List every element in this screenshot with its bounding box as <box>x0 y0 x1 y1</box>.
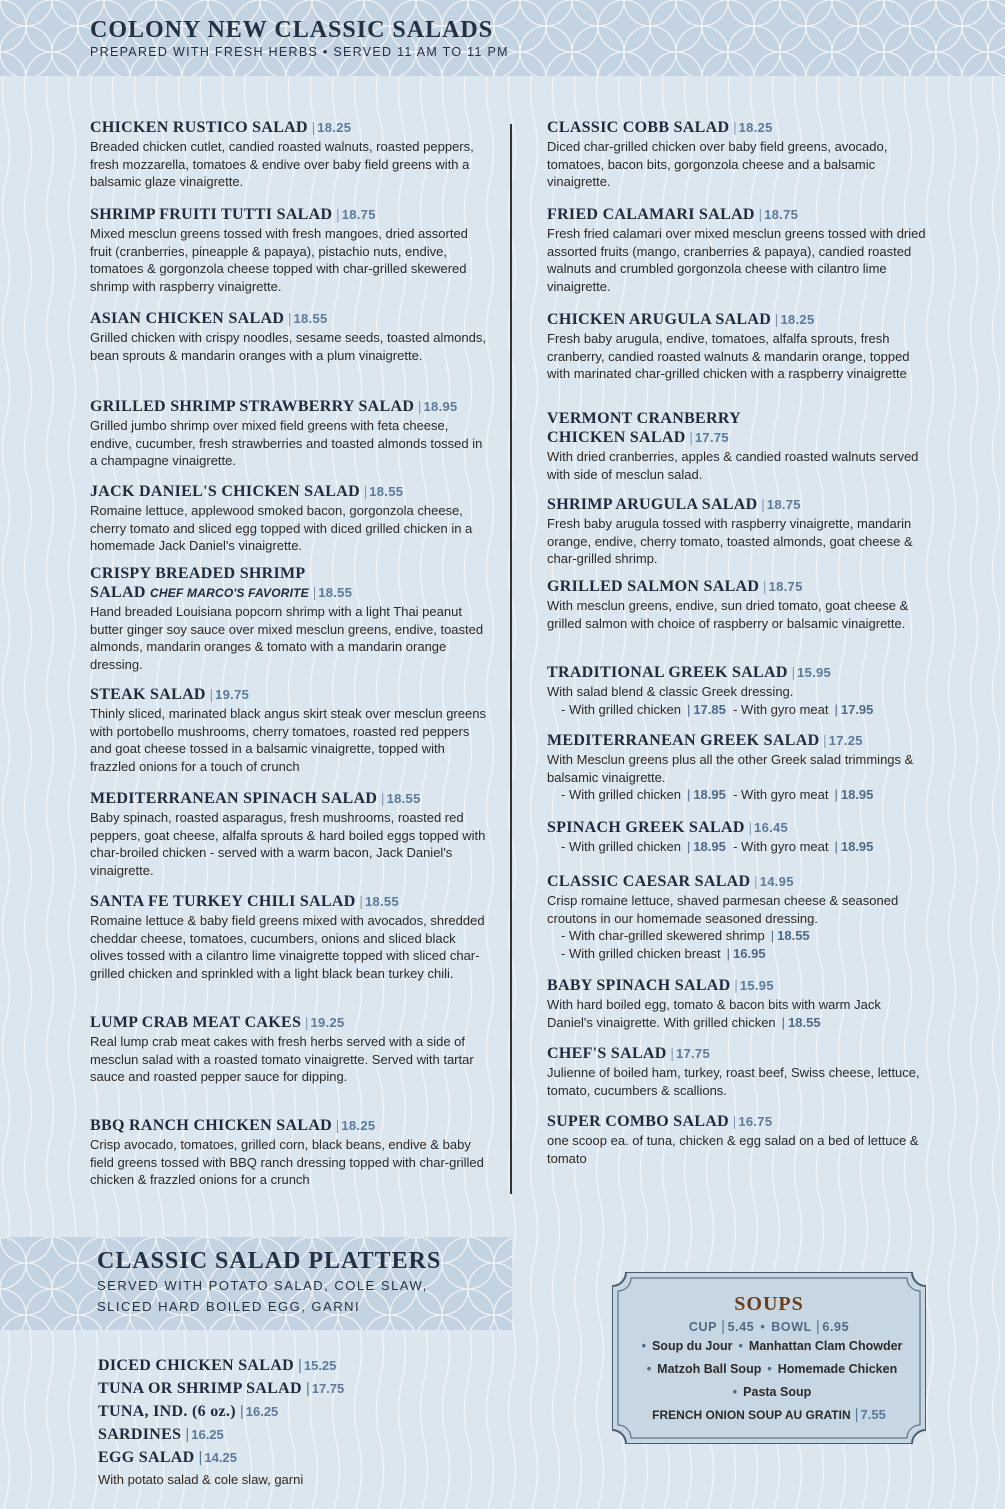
menu-item: SHRIMP ARUGULA SALAD | 18.75 Fresh baby arugula tossed with raspberry vinaigrette, mandarin orange, endive, cherry tomato, toasted almonds, goat cheese & char-grilled shrimp. <box>547 495 927 568</box>
item-description: one scoop ea. of tuna, chicken & egg salad on a bed of lettuce & tomato <box>547 1133 919 1166</box>
item-options: - With grilled chicken | 18.95 - With gyro meat | 18.95 <box>561 787 874 803</box>
menu-item: SPINACH GREEK SALAD | 16.45 - With grilled chicken | 18.95 - With gyro meat | 18.95 <box>547 818 927 856</box>
menu-item: CHICKEN RUSTICO SALAD | 18.25 Breaded chicken cutlet, candied roasted walnuts, roasted peppers, fresh mozzarella, tomatoes & endive over baby field greens with a balsamic glaze vinaigrette. <box>90 118 488 191</box>
item-name: MEDITERRANEAN SPINACH SALAD <box>90 790 378 807</box>
soup-item: Matzoh Ball Soup <box>657 1362 762 1376</box>
wave-line <box>971 0 978 1509</box>
item-price: 15.95 <box>739 978 774 993</box>
item-name: GRILLED SALMON SALAD <box>547 578 760 595</box>
soup-item: Homemade Chicken <box>777 1362 898 1376</box>
platter-item: SARDINES | 16.25 <box>98 1426 224 1443</box>
item-name: SANTA FE TURKEY CHILI SALAD <box>90 893 356 910</box>
onion-soup-line: FRENCH ONION SOUP AU GRATIN | 7.55 <box>652 1406 886 1423</box>
item-name: STEAK SALAD <box>90 686 206 703</box>
menu-item: CLASSIC CAESAR SALAD | 14.95 Crisp romaine lettuce, shaved parmesan cheese & seasoned croutons in our homemade seasoned dressing. - With char-grilled skewered shrimp | 18.55 - With grilled chicken breast | 16.95 <box>547 872 927 962</box>
item-options: - With grilled chicken | 17.85 - With gyro meat | 17.95 <box>561 701 874 717</box>
item-name: CHICKEN ARUGULA SALAD <box>547 311 772 328</box>
menu-item: CHICKEN ARUGULA SALAD | 18.25 Fresh baby arugula, endive, tomatoes, alfalfa sprouts, fresh cranberry, candied roasted walnuts & mandarin orange, topped with marinated char-grilled chicken with a raspberry vinaigrette <box>547 310 927 383</box>
banner-circle <box>702 0 754 52</box>
item-price: 18.25 <box>317 120 352 135</box>
item-price: 18.55 <box>318 585 353 600</box>
banner-circle <box>910 0 962 52</box>
item-name: BABY SPINACH SALAD <box>547 977 731 994</box>
banner-circle <box>26 0 78 52</box>
item-price: 17.25 <box>828 733 863 748</box>
soups-sizes: CUP | 5.45 • BOWL | 6.95 <box>688 1318 850 1335</box>
option-label: - With gyro meat <box>733 839 829 854</box>
item-price: 17.75 <box>675 1046 710 1061</box>
option-price: 17.95 <box>840 701 874 717</box>
soups-box <box>612 1272 926 1444</box>
item-description: With dried cranberries, apples & candied roasted walnuts served with side of mesclun salad. <box>547 449 919 482</box>
menu-item: MEDITERRANEAN GREEK SALAD | 17.25 With Mesclun greens plus all the other Greek salad trimmings & balsamic vinaigrette. - With grilled chicken | 18.95 - With gyro meat | 18.95 <box>547 731 927 804</box>
item-description: Thinly sliced, marinated black angus skirt steak over mesclun greens with portobello mushrooms, cherry tomatoes, roasted red peppers and goat cheese tossed in a balsamic vinaigrette, topped with frazzled onions for a touch of crunch <box>90 706 486 774</box>
menu-item: FRIED CALAMARI SALAD | 18.75 Fresh fried calamari over mixed mesclun greens tossed with dried assorted fruits (mango, cranberries & papaya), candied roasted walnuts and crumbled gorgonzola cheese with cilantro lime vinaigrette. <box>547 206 926 294</box>
item-name: CLASSIC CAESAR SALAD <box>547 873 751 890</box>
item-price: 18.25 <box>738 120 773 135</box>
item-name: GRILLED SHRIMP STRAWBERRY SALAD <box>90 398 415 415</box>
item-price: 18.75 <box>764 207 799 222</box>
menu-item: TRADITIONAL GREEK SALAD | 15.95 With salad blend & classic Greek dressing. - With grilled chicken | 17.85 - With gyro meat | 17.95 <box>547 663 927 718</box>
item-name: MEDITERRANEAN GREEK SALAD <box>547 732 820 749</box>
option-price: 18.55 <box>777 928 810 944</box>
menu-item: CRISPY BREADED SHRIMP SALAD CHEF MARCO'S FAVORITE | 18.55 Hand breaded Louisiana popcorn shrimp with a light Thai peanut butter ginger soy sauce over mixed mesclun greens, endive, toasted almonds, mandarin oranges & tomato with a mandarin orange dressing. <box>90 564 488 673</box>
wave-line <box>531 0 538 1509</box>
item-name: FRIED CALAMARI SALAD <box>547 206 755 223</box>
banner-circle <box>858 0 910 52</box>
platter-price: 15.25 <box>303 1358 337 1373</box>
onion-soup-price: 7.55 <box>860 1407 886 1422</box>
item-description: Hand breaded Louisiana popcorn shrimp with a light Thai peanut butter ginger soy sauce over mixed mesclun greens, endive, toasted almonds, mandarin oranges & tomato with a mandarin orange dressing. <box>90 604 484 672</box>
item-price: 17.75 <box>694 430 729 445</box>
platter-price: 16.25 <box>245 1404 279 1419</box>
item-description: Baby spinach, roasted asparagus, fresh mushrooms, roasted red peppers, goat cheese, alfalfa sprouts & hard boiled eggs topped with char-broiled chicken - served with a warm bacon, Jack Daniel's vinaigrette. <box>90 810 486 878</box>
menu-item: BABY SPINACH SALAD | 15.95 With hard boiled egg, tomato & bacon bits with warm Jack Daniel's vinaigrette. With grilled chicken | 18.55 <box>547 977 881 1030</box>
soup-item: Pasta Soup <box>743 1385 812 1399</box>
item-description: Real lump crab meat cakes with fresh herbs served with a side of mesclun salad with a roasted tomato vinaigrette. Served with tartar sauce and roasted pepper sauce for dipping. <box>90 1034 474 1085</box>
option-price: 18.95 <box>840 787 874 803</box>
banner-circle <box>26 1237 78 1289</box>
menu-item: SUPER COMBO SALAD | 16.75 one scoop ea. of tuna, chicken & egg salad on a bed of lettuce & tomato <box>547 1112 927 1167</box>
menu-item: CHEF'S SALAD | 17.75 Julienne of boiled ham, turkey, roast beef, Swiss cheese, lettuce, tomato, cucumbers & scallions. <box>547 1044 927 1099</box>
item-price: 18.55 <box>386 791 421 806</box>
platter-name: DICED CHICKEN SALAD <box>98 1357 294 1374</box>
item-price: 16.75 <box>738 1114 773 1129</box>
item-price: 18.75 <box>766 497 801 512</box>
item-description: Breaded chicken cutlet, candied roasted walnuts, roasted peppers, fresh mozzarella, tomatoes & endive over baby field greens with a balsamic glaze vinaigrette. <box>90 139 474 190</box>
banner-circle <box>26 1289 78 1330</box>
banner-circle <box>598 0 650 52</box>
item-name: SHRIMP ARUGULA SALAD <box>547 496 758 513</box>
item-price: 16.45 <box>754 820 789 835</box>
item-description: Crisp romaine lettuce, shaved parmesan cheese & seasoned croutons in our homemade seasoned dressing. <box>547 893 899 926</box>
item-name: CLASSIC COBB SALAD <box>547 119 730 136</box>
option-price: 18.95 <box>693 787 726 803</box>
header-banner <box>0 0 1005 76</box>
item-description: Fresh baby arugula tossed with raspberry vinaigrette, mandarin orange, endive, cherry tomato, toasted almonds, goat cheese & char-grilled shrimp. <box>547 516 913 567</box>
item-name: BBQ RANCH CHICKEN SALAD <box>90 1117 333 1134</box>
item-description: Diced char-grilled chicken over baby field greens, avocado, tomatoes, bacon bits, gorgonzola cheese and a balsamic vinaigrette. <box>547 139 888 190</box>
platter-name: SARDINES <box>98 1426 182 1443</box>
item-description: Fresh baby arugula, endive, tomatoes, alfalfa sprouts, fresh cranberry, candied roasted walnuts & mandarin orange, topped with marinated char-grilled chicken with a raspberry vinaigrette <box>547 331 910 382</box>
cup-label: CUP <box>688 1320 718 1334</box>
item-option: - With grilled chicken breast | 16.95 <box>561 945 766 961</box>
option-label: - With grilled chicken breast <box>561 945 721 961</box>
banner-circle <box>0 52 26 76</box>
option-label: - With grilled chicken <box>561 839 681 854</box>
item-description: Romaine lettuce, applewood smoked bacon, gorgonzola cheese, cherry tomato and sliced egg topped with diced grilled chicken in a homemade Jack Daniel's vinaigrette. <box>90 503 473 554</box>
item-description: Julienne of boiled ham, turkey, roast beef, Swiss cheese, lettuce, tomato, cucumbers & scallions. <box>547 1065 920 1098</box>
item-price: 19.25 <box>310 1015 345 1030</box>
item-price: 18.75 <box>341 207 376 222</box>
menu-item: GRILLED SALMON SALAD | 18.75 With mesclun greens, endive, sun dried tomato, goat cheese & grilled salmon with choice of raspberry or balsamic vinaigrette. <box>547 577 927 632</box>
item-name-line2: SALAD <box>90 584 146 601</box>
item-price: 18.55 <box>364 894 399 909</box>
banner-circle <box>754 0 806 52</box>
option-price: 16.95 <box>733 945 766 961</box>
option-price: 18.95 <box>840 839 874 854</box>
option-label: With grilled chicken <box>663 1014 776 1030</box>
option-label: - With gyro meat <box>733 701 829 717</box>
banner-circle <box>442 1289 494 1330</box>
bowl-price: 6.95 <box>822 1320 850 1334</box>
platters-title: CLASSIC SALAD PLATTERS <box>97 1248 442 1274</box>
cup-price: 5.45 <box>727 1320 755 1334</box>
item-name-line1: CRISPY BREADED SHRIMP <box>90 565 306 582</box>
item-price: 18.25 <box>341 1118 376 1133</box>
page-subtitle: PREPARED WITH FRESH HERBS • SERVED 11 AM TO 11 PM <box>90 45 509 59</box>
item-description: Grilled chicken with crispy noodles, sesame seeds, toasted almonds, bean sprouts & mandarin oranges with a plum vinaigrette. <box>90 330 486 363</box>
menu-item: SANTA FE TURKEY CHILI SALAD | 18.55 Romaine lettuce & baby field greens mixed with avocados, shredded cheddar cheese, tomatoes, cucumbers, onions and sliced black olives tossed with a cilantro lime vinaigrette topped with sliced char-grilled chicken and sprinkled with a light black bean turkey chili. <box>90 892 488 982</box>
item-name-line2: CHICKEN SALAD <box>547 429 686 446</box>
platter-price: 14.25 <box>204 1450 237 1465</box>
platter-item: DICED CHICKEN SALAD | 15.25 <box>98 1357 337 1374</box>
item-description: With hard boiled egg, tomato & bacon bits with warm Jack Daniel's vinaigrette. <box>547 997 881 1030</box>
menu-item: LUMP CRAB MEAT CAKES | 19.25 Real lump crab meat cakes with fresh herbs served with a side of mesclun salad with a roasted tomato vinaigrette. Served with tartar sauce and roasted pepper sauce for dipping. <box>90 1013 488 1086</box>
soup-line: • Pasta Soup <box>732 1385 812 1399</box>
item-name: SUPER COMBO SALAD <box>547 1113 730 1130</box>
platter-price: 16.25 <box>191 1427 224 1442</box>
item-name: CHICKEN RUSTICO SALAD <box>90 119 308 136</box>
banner-circle <box>962 0 1005 52</box>
item-name: TRADITIONAL GREEK SALAD <box>547 664 788 681</box>
item-price: 18.55 <box>293 311 328 326</box>
soups-title: SOUPS <box>734 1293 804 1315</box>
soup-line: • Soup du Jour • Manhattan Clam Chowder <box>641 1339 903 1353</box>
item-description: With Mesclun greens plus all the other Greek salad trimmings & balsamic vinaigrette. <box>547 752 914 785</box>
banner-circle <box>650 0 702 52</box>
platters-subtitle-line2: SLICED HARD BOILED EGG, GARNI <box>97 1299 361 1314</box>
item-option: - With char-grilled skewered shrimp | 18.55 <box>561 928 810 944</box>
menu-item: ASIAN CHICKEN SALAD | 18.55 Grilled chicken with crispy noodles, sesame seeds, toasted almonds, bean sprouts & mandarin oranges with a plum vinaigrette. <box>90 309 488 364</box>
menu-item: JACK DANIEL'S CHICKEN SALAD | 18.55 Romaine lettuce, applewood smoked bacon, gorgonzola cheese, cherry tomato and sliced egg topped with diced grilled chicken in a homemade Jack Daniel's vinaigrette. <box>90 482 488 555</box>
wave-line <box>949 0 956 1509</box>
platter-item: TUNA OR SHRIMP SALAD | 17.75 <box>98 1380 345 1397</box>
item-price: 19.75 <box>215 687 250 702</box>
item-price: 18.25 <box>780 312 815 327</box>
banner-circle <box>442 1237 494 1289</box>
item-description: Romaine lettuce & baby field greens mixed with avocados, shredded cheddar cheese, tomatoes, cucumbers, onions and sliced black olives tossed with a cilantro lime vinaigrette topped with sliced char-grilled chicken and sprinkled with a light black bean turkey chili. <box>90 913 485 981</box>
chef-favorite-note: CHEF MARCO'S FAVORITE <box>150 586 309 600</box>
soup-item: Manhattan Clam Chowder <box>748 1339 903 1353</box>
soup-line: • Matzoh Ball Soup • Homemade Chicken <box>646 1362 898 1376</box>
platters-banner <box>0 1237 512 1330</box>
platters-footer: With potato salad & cole slaw, garni <box>98 1472 304 1487</box>
menu-item: STEAK SALAD | 19.75 Thinly sliced, marinated black angus skirt steak over mesclun greens with portobello mushrooms, cherry tomatoes, roasted red peppers and goat cheese tossed in a balsamic vinaigrette, topped with frazzled onions for a touch of crunch <box>90 685 488 775</box>
soup-item: Soup du Jour <box>651 1339 733 1353</box>
item-name-line1: VERMONT CRANBERRY <box>547 410 742 427</box>
platter-item: EGG SALAD | 14.25 <box>98 1449 237 1466</box>
wave-line <box>993 0 1000 1509</box>
menu-item: CLASSIC COBB SALAD | 18.25 Diced char-grilled chicken over baby field greens, avocado, tomatoes, bacon bits, gorgonzola cheese and a balsamic vinaigrette. <box>547 118 927 191</box>
banner-circle <box>0 1289 26 1330</box>
item-price: 18.75 <box>768 579 803 594</box>
item-price: 18.55 <box>369 484 404 499</box>
item-name: SHRIMP FRUITI TUTTI SALAD <box>90 206 333 223</box>
item-price: 14.95 <box>759 874 794 889</box>
item-price: 15.95 <box>797 665 832 680</box>
banner-circle <box>806 0 858 52</box>
platter-item: TUNA, IND. (6 oz.) | 16.25 <box>98 1403 279 1420</box>
item-name: SPINACH GREEK SALAD <box>547 819 745 836</box>
item-name: JACK DANIEL'S CHICKEN SALAD <box>90 483 360 500</box>
platters-subtitle-line1: SERVED WITH POTATO SALAD, COLE SLAW, <box>97 1278 428 1293</box>
option-label: - With char-grilled skewered shrimp <box>561 928 765 944</box>
platter-price: 17.75 <box>311 1381 345 1396</box>
banner-circle <box>0 1263 52 1315</box>
bowl-label: BOWL <box>771 1320 812 1334</box>
option-price: 17.85 <box>693 701 726 717</box>
wave-line <box>927 0 934 1509</box>
menu-item: GRILLED SHRIMP STRAWBERRY SALAD | 18.95 Grilled jumbo shrimp over mixed field greens with feta cheese, endive, cucumber, fresh strawberries and toasted almonds tossed in a champagne vinaigrette. <box>90 397 488 470</box>
platters-list <box>98 1357 498 1487</box>
item-name: CHEF'S SALAD <box>547 1045 667 1062</box>
banner-circle <box>546 0 598 52</box>
item-description: Grilled jumbo shrimp over mixed field greens with feta cheese, endive, cucumber, fresh strawberries and toasted almonds tossed in a champagne vinaigrette. <box>90 418 483 469</box>
item-price: 18.95 <box>423 399 458 414</box>
option-label: - With grilled chicken <box>561 701 681 717</box>
item-description: Mixed mesclun greens tossed with fresh mangoes, dried assorted fruit (cranberries, pineapple & papaya), pistachio nuts, endive, tomatoes & gorgonzola cheese topped with char-grilled skewered shrimp with raspberry vinaigrette. <box>90 226 468 294</box>
page-title: COLONY NEW CLASSIC SALADS <box>90 17 494 43</box>
item-description: With salad blend & classic Greek dressing. <box>547 684 794 699</box>
item-description: Fresh fried calamari over mixed mesclun greens tossed with dried assorted fruits (mango, cranberries & papaya), candied roasted walnuts and crumbled gorgonzola cheese with cilantro lime vinaigrette. <box>547 226 926 294</box>
banner-circle <box>468 1263 512 1315</box>
platter-name: TUNA, IND. (6 oz.) <box>98 1403 236 1420</box>
option-price: 18.55 <box>788 1014 821 1030</box>
column-divider <box>510 124 512 1194</box>
item-description: Crisp avocado, tomatoes, grilled corn, black beans, endive & baby field greens tossed with BBQ ranch dressing topped with char-grilled chicken & frazzled onions for a crunch <box>90 1137 484 1188</box>
item-options: - With grilled chicken | 18.95 - With gyro meat | 18.95 <box>561 839 874 854</box>
option-label: - With gyro meat <box>733 787 829 803</box>
onion-soup-name: FRENCH ONION SOUP AU GRATIN <box>652 1408 851 1422</box>
menu-item: BBQ RANCH CHICKEN SALAD | 18.25 Crisp avocado, tomatoes, grilled corn, black beans, endive & baby field greens tossed with BBQ ranch dressing topped with char-grilled chicken & frazzled onions for a crunch <box>90 1116 488 1189</box>
platter-name: EGG SALAD <box>98 1449 195 1466</box>
platter-name: TUNA OR SHRIMP SALAD <box>98 1380 302 1397</box>
option-label: - With grilled chicken <box>561 787 681 803</box>
option-price: 18.95 <box>693 839 726 854</box>
menu-item: SHRIMP FRUITI TUTTI SALAD | 18.75 Mixed mesclun greens tossed with fresh mangoes, dried assorted fruit (cranberries, pineapple & papaya), pistachio nuts, endive, tomatoes & gorgonzola cheese topped with char-grilled skewered shrimp with raspberry vinaigrette. <box>90 205 488 295</box>
item-name: ASIAN CHICKEN SALAD <box>90 310 285 327</box>
menu-item: VERMONT CRANBERRY CHICKEN SALAD | 17.75 With dried cranberries, apples & candied roasted walnuts served with side of mesclun salad. <box>547 409 927 483</box>
item-name: LUMP CRAB MEAT CAKES <box>90 1014 302 1031</box>
menu-item: MEDITERRANEAN SPINACH SALAD | 18.55 Baby spinach, roasted asparagus, fresh mushrooms, roasted red peppers, goat cheese, alfalfa sprouts & hard boiled eggs topped with char-broiled chicken - served with a warm bacon, Jack Daniel's vinaigrette. <box>90 789 488 879</box>
item-description: With mesclun greens, endive, sun dried tomato, goat cheese & grilled salmon with choice of raspberry or balsamic vinaigrette. <box>547 598 909 631</box>
